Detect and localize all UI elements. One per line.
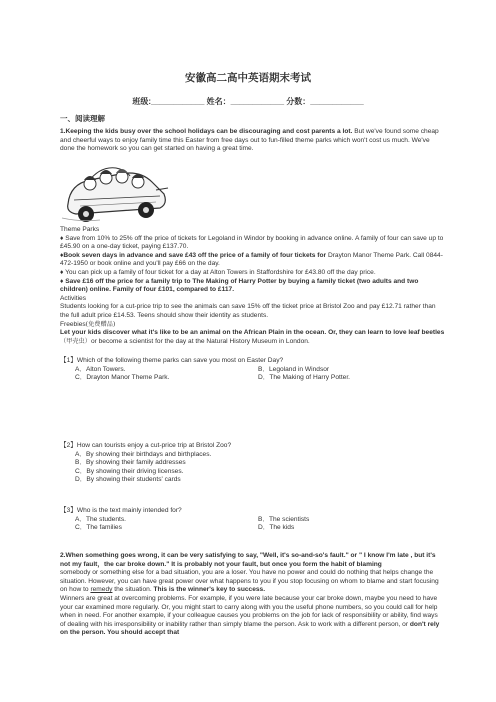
class-blank: ____________ <box>151 97 205 106</box>
passage2-line-2: somebody or something else for a bad situation, you are a loser. You have no power and could do nothing that helps change the situation. However, you can have great power over what happens to you if you stop focusing on whom to blame and start focusing on how to remedy the situation. This is the winner's key to success. <box>60 569 439 594</box>
option-b[interactable]: B．Legoland in Windsor <box>258 365 330 373</box>
activities-item-1: Students looking for a cut-price trip to see the animals can save 15% off the ticket price at Bristol Zoo and pay £12.71 rather than the full adult price £14.53. Teens should show their identity as students. <box>60 303 436 319</box>
underlined-word: remedy <box>90 586 113 594</box>
score-label: 分数： <box>286 97 311 106</box>
option-a[interactable]: A．The students. <box>75 515 126 523</box>
option-c[interactable]: C．The families <box>75 524 122 532</box>
question-stem: 【2】How can tourists enjoy a cut-price trip at Bristol Zoo? <box>60 442 232 449</box>
passage2-line-1: 2.When something goes wrong, it can be very satisfying to say, "Well, it's so-and-so's fault." or " I know I'm late , but it's not my fault，the car broke down." It is probably not your fault, but once you form the habit of blaming <box>60 552 436 568</box>
theme-park-item-2: ♦Book seven days in advance and save £43 off the price of a family of four tickets for Drayton Manor Theme Park. Call 0844-472-1950 or book online and you'll pay £66 on the day. <box>60 251 443 268</box>
option-d[interactable]: D．The Making of Harry Potter. <box>258 374 350 382</box>
score-blank: ____________ <box>310 97 364 106</box>
name-label: 姓名： <box>206 97 231 106</box>
theme-park-item-3: ♦ You can pick up a family of four ticket for a day at Alton Towers in Staffordshire for £43.80 off the day price. <box>60 268 376 276</box>
freebies-item-1: Let your kids discover what it's like to be an animal on the African Plain in the ocean. Or, they can learn to love leaf beetles（甲壳虫）or become a scientist for the day at the Natural History Museum in London. <box>60 329 445 345</box>
question-2 <box>60 442 415 485</box>
theme-park-item-4: ♦ Save £16 off the price for a family trip to The Making of Harry Potter by buying a family ticket (two adults and two children) online. Family of four £101, compared to £117. <box>60 277 419 294</box>
question-1 <box>60 357 415 383</box>
exam-title: 安徽高二高中英语期末考试 <box>185 72 311 84</box>
family-car-illustration <box>60 160 170 224</box>
option-a[interactable]: A．By showing their birthdays and birthplaces. <box>75 450 212 458</box>
option-d[interactable]: D．The kids <box>258 524 295 532</box>
passage1-intro <box>60 128 445 154</box>
intro-sentence-1: 1.Keeping the kids busy over the school holidays can be discouraging and cost parents a lot. <box>60 128 353 135</box>
option-c[interactable]: C．By showing their driving licenses. <box>75 467 184 475</box>
theme-parks-heading: Theme Parks <box>60 226 100 233</box>
passage2 <box>60 552 445 638</box>
question-3 <box>60 507 415 533</box>
student-info-line <box>0 96 496 107</box>
passage1-body <box>60 226 445 346</box>
option-a[interactable]: A．Alton Towers. <box>75 365 126 373</box>
section-title: 一、阅读理解 <box>60 114 105 123</box>
option-d[interactable]: D．By showing their students' cards <box>75 476 181 484</box>
question-stem: 【3】Who is the text mainly intended for? <box>60 507 182 514</box>
option-b[interactable]: B．By showing their family addresses <box>75 459 186 467</box>
passage2-line-3: Winners are great at overcoming problems. For example, if you were late because your car broke down, maybe you need to have your car examined more regularly. Or, you might start to carry along with you the useful phone numbers, so you could call for help when in need. For another example, if your colleague causes you problems on the job for lack of responsibility or ability, find ways of dealing with his irresponsibility or inability rather than simply blame the person. Ask to work with a different person, or don't rely on the person. You should accept that <box>60 594 440 637</box>
option-c[interactable]: C．Drayton Manor Theme Park. <box>75 374 170 382</box>
class-label: 班级: <box>132 97 152 106</box>
name-blank: ____________ <box>230 97 285 106</box>
option-b[interactable]: B．The scientists <box>258 515 310 523</box>
question-stem: 【1】Which of the following theme parks can save you most on Easter Day? <box>60 357 284 364</box>
intro-sentence-2: But we've found some cheap and cheerful ways to enjoy family time this Easter from free days out to fun-filled theme parks which won't cost us much. We've done the homework so you can get started on having a great time. <box>60 128 439 153</box>
freebies-heading: Freebies(免费赠品) <box>60 320 116 328</box>
activities-heading: Activities <box>60 294 87 302</box>
theme-park-item-1: ♦ Save from 10% to 25% off the price of tickets for Legoland in Windor by booking in advance online. A family of four can save up to £45.90 on a one-day ticket, paying £137.70. <box>60 234 444 251</box>
